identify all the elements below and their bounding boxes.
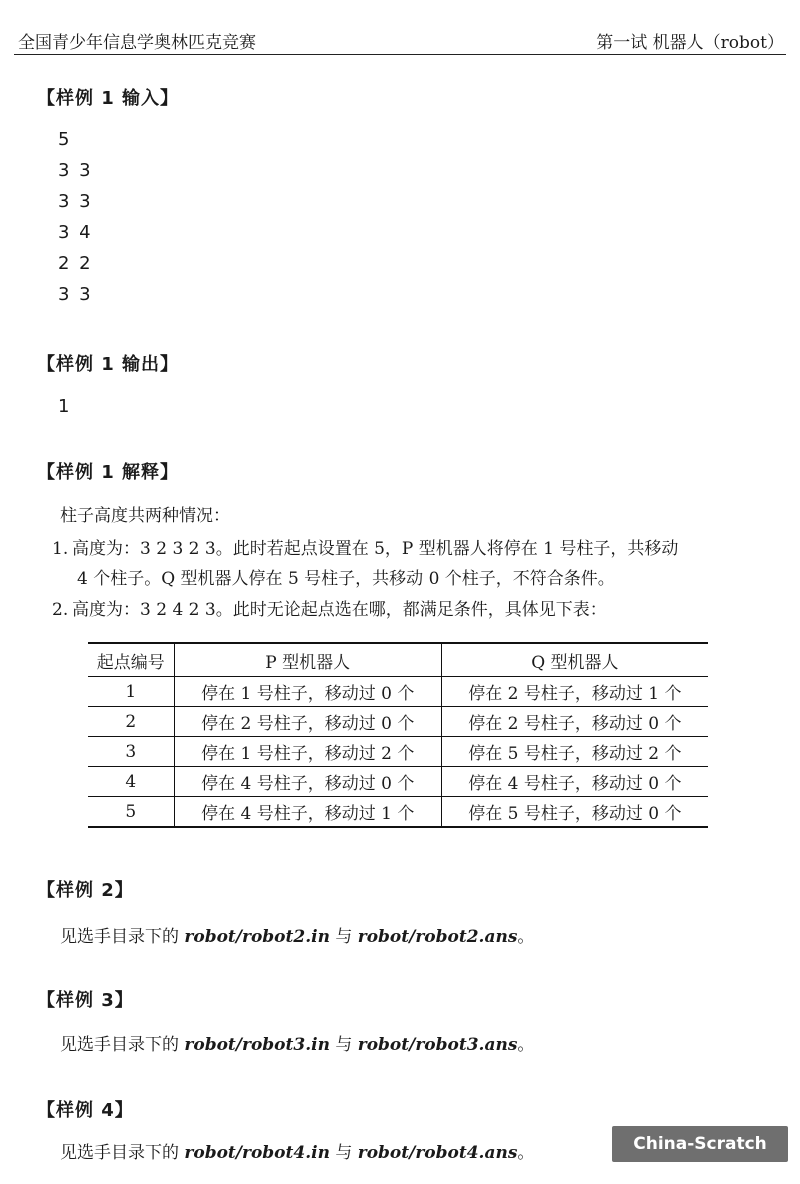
table-cell: 停在 4 号柱子，移动过 1 个 [174,797,441,828]
table-row [88,707,708,737]
sample1-input-block [58,124,91,310]
input-line: 5 [58,129,70,150]
table-cell: 停在 2 号柱子，移动过 1 个 [441,677,708,707]
table-cell: 2 [88,707,174,737]
table-row [88,797,708,828]
table-cell: 停在 1 号柱子，移动过 0 个 [174,677,441,707]
explain-item-2 [52,597,607,624]
table-cell: 5 [88,797,174,828]
explain-intro: 柱子高度共两种情况： [60,506,230,526]
input-line: 2 2 [58,253,91,274]
sample-joiner: 与 [329,1143,358,1163]
results-table [88,642,708,828]
table-cell: 停在 5 号柱子，移动过 2 个 [441,737,708,767]
sample-answer-file: robot/robot3.ans [357,1035,518,1055]
table-cell: 停在 2 号柱子，移动过 0 个 [441,707,708,737]
table-cell: 1 [88,677,174,707]
explain-item-text: 高度为：3 2 4 2 3。此时无论起点选在哪，都满足条件，具体见下表： [72,600,607,620]
sample1-output-block [58,391,69,422]
explain-item-1-cont: 4 个柱子。Q 型机器人停在 5 号柱子，共移动 0 个柱子，不符合条件。 [77,569,615,589]
explain-item-number: 2. [52,600,69,620]
sample3-text [60,1032,534,1059]
sample-answer-file: robot/robot4.ans [357,1143,518,1163]
sample1-output-heading: 【样例 1 输出】 [37,354,180,375]
input-line: 3 3 [58,191,91,212]
sample-suffix: 。 [517,927,535,947]
header-problem-title: 第一试 机器人（robot） [596,33,784,53]
sample2-text [60,924,534,951]
sample4-text [60,1140,534,1167]
table-header-row [88,643,708,677]
table-cell: 4 [88,767,174,797]
input-line: 3 4 [58,222,91,243]
sample-suffix: 。 [517,1035,535,1055]
output-line: 1 [58,396,70,417]
sample-prefix: 见选手目录下的 [60,1035,185,1055]
sample-suffix: 。 [517,1143,535,1163]
table-row [88,767,708,797]
column-header-start: 起点编号 [88,643,174,677]
column-header-p-robot: P 型机器人 [174,643,441,677]
sample2-heading: 【样例 2】 [37,880,134,901]
input-line: 3 3 [58,284,91,305]
explain-item-number: 1. [52,539,69,559]
sample-joiner: 与 [329,927,358,947]
column-header-q-robot: Q 型机器人 [441,643,708,677]
table-row [88,677,708,707]
table-row [88,737,708,767]
explain-item-1 [52,536,678,563]
table-cell: 停在 4 号柱子，移动过 0 个 [441,767,708,797]
sample3-heading: 【样例 3】 [37,990,134,1011]
table-cell: 3 [88,737,174,767]
watermark-logo: China-Scratch [612,1126,788,1162]
explain-item-text: 高度为：3 2 3 2 3。此时若起点设置在 5，P 型机器人将停在 1 号柱子，共移动 [72,539,679,559]
sample-input-file: robot/robot4.in [184,1143,330,1163]
header-contest-name: 全国青少年信息学奥林匹克竞赛 [18,33,256,53]
input-line: 3 3 [58,160,91,181]
sample1-input-heading: 【样例 1 输入】 [37,88,180,109]
table-cell: 停在 2 号柱子，移动过 0 个 [174,707,441,737]
table-cell: 停在 1 号柱子，移动过 2 个 [174,737,441,767]
sample-answer-file: robot/robot2.ans [357,927,518,947]
sample-input-file: robot/robot2.in [184,927,330,947]
sample-input-file: robot/robot3.in [184,1035,330,1055]
running-header [14,28,786,55]
sample-joiner: 与 [329,1035,358,1055]
sample1-explain-heading: 【样例 1 解释】 [37,462,180,483]
sample-prefix: 见选手目录下的 [60,1143,185,1163]
sample-prefix: 见选手目录下的 [60,927,185,947]
table-cell: 停在 4 号柱子，移动过 0 个 [174,767,441,797]
table-cell: 停在 5 号柱子，移动过 0 个 [441,797,708,828]
sample4-heading: 【样例 4】 [37,1100,134,1121]
